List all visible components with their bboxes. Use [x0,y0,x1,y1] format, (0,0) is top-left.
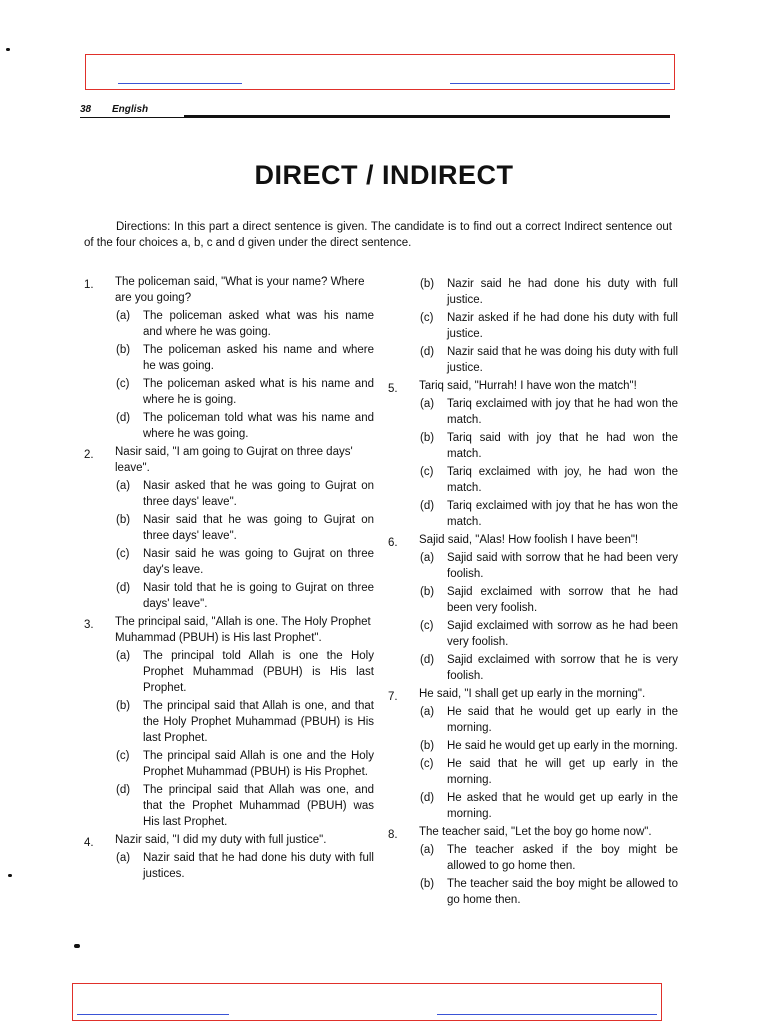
option-text: The teacher asked if the boy might be allowed to go home then. [447,844,678,872]
answer-option [115,850,374,882]
option-text: Sajid exclaimed with sorrow that he is very foolish. [447,654,678,682]
footer-frame [72,983,662,1021]
question-number: 7. [388,691,398,703]
scan-speck [74,944,80,948]
question-number: 8. [388,829,398,841]
option-text: Tariq exclaimed with joy that he has won the match. [447,500,678,528]
answer-option [419,310,678,342]
answer-option [419,396,678,428]
answer-option [115,782,374,830]
answer-option [419,704,678,736]
left-column [84,274,374,884]
option-letter: (c) [420,620,434,632]
option-letter: (c) [420,758,434,770]
option-text: Nazir asked if he had done his duty with full justice. [447,312,678,340]
option-letter: (d) [116,412,131,424]
answer-option [419,618,678,650]
answer-option [115,698,374,746]
answer-option [115,512,374,544]
running-head [80,104,670,120]
option-text: The principal told Allah is one the Holy Prophet Muhammad (PBUH) is His last Prophet. [143,650,374,694]
question-number: 6. [388,537,398,549]
option-letter: (d) [116,784,131,796]
option-letter: (a) [116,650,131,662]
option-text: The policeman told what was his name and where he was going. [143,412,374,440]
question-number: 3. [84,619,94,631]
option-letter: (a) [116,480,131,492]
option-letter: (c) [116,378,130,390]
question-item [388,378,678,530]
question-text: Nasir said, "I am going to Gujrat on three days' leave". [115,446,353,474]
option-text: Nazir said that he had done his duty with full justices. [143,852,374,880]
question-item [84,614,374,830]
option-text: The teacher said the boy might be allowed to go home then. [447,878,678,906]
header-frame [85,54,675,90]
header-link-line-left [118,83,242,84]
option-text: Nasir said that he was going to Gujrat on three days' leave". [143,514,374,542]
header-rule-thick [184,115,670,117]
answer-option [419,876,678,908]
answer-option [419,344,678,376]
option-letter: (d) [420,346,435,358]
question-text: Tariq said, "Hurrah! I have won the match"! [419,380,637,392]
option-text: Tariq said with joy that he had won the match. [447,432,678,460]
answer-option [419,584,678,616]
option-text: He asked that he would get up early in the morning. [447,792,678,820]
option-letter: (b) [420,432,435,444]
right-column [388,274,678,910]
answer-option [419,550,678,582]
option-text: Sajid said with sorrow that he had been very foolish. [447,552,678,580]
option-letter: (a) [116,310,131,322]
question-text: Nazir said, "I did my duty with full justice". [115,834,327,846]
scan-speck [8,874,12,877]
answer-option [419,464,678,496]
option-letter: (d) [420,654,435,666]
answer-option [115,478,374,510]
answer-option [419,790,678,822]
question-number: 4. [84,837,94,849]
option-text: The principal said that Allah is one, and that the Holy Prophet Muhammad (PBUH) is His last Prophet. [143,700,374,744]
question-number: 2. [84,449,94,461]
option-letter: (b) [116,514,131,526]
answer-option [419,756,678,788]
option-letter: (c) [420,312,434,324]
option-letter: (c) [420,466,434,478]
option-text: The policeman asked what is his name and where he is going. [143,378,374,406]
option-text: Tariq exclaimed with joy, he had won the match. [447,466,678,494]
question-item [388,824,678,908]
option-text: Nasir asked that he was going to Gujrat on three days' leave". [143,480,374,508]
option-text: Nasir told that he is going to Gujrat on three days' leave". [143,582,374,610]
option-text: He said that he will get up early in the morning. [447,758,678,786]
answer-option [115,580,374,612]
option-text: Nazir said he had done his duty with full justice. [447,278,678,306]
question-item [84,444,374,612]
option-text: The policeman asked his name and where he was going. [143,344,374,372]
page-title: DIRECT / INDIRECT [254,160,514,190]
option-letter: (b) [420,278,435,290]
option-text: The principal said that Allah was one, and that the Prophet Muhammad (PBUH) was His last Prophet. [143,784,374,828]
question-text: The principal said, "Allah is one. The Holy Prophet Muhammad (PBUH) is His last Prophet". [115,616,371,644]
question-item [388,686,678,822]
option-letter: (a) [420,844,435,856]
option-text: Sajid exclaimed with sorrow that he had been very foolish. [447,586,678,614]
question-text: Sajid said, "Alas! How foolish I have been"! [419,534,639,546]
question-number: 5. [388,383,398,395]
header-rule [80,117,670,118]
option-text: The policeman asked what was his name and where he was going. [143,310,374,338]
question-item [84,274,374,442]
question-item [388,532,678,684]
option-letter: (b) [116,344,131,356]
option-text: Nazir said that he was doing his duty with full justice. [447,346,678,374]
answer-option [419,430,678,462]
option-letter: (a) [420,398,435,410]
scan-speck [6,48,10,51]
option-text: He said he would get up early in the morning. [447,740,678,752]
option-letter: (b) [116,700,131,712]
footer-link-line-left [77,1014,229,1015]
answer-option [115,410,374,442]
option-letter: (b) [420,740,435,752]
answer-option [419,842,678,874]
question-number: 1. [84,279,94,291]
answer-option [419,276,678,308]
answer-option [115,748,374,780]
question-item [84,832,374,882]
answer-option [419,498,678,530]
question-text: The teacher said, "Let the boy go home now". [419,826,652,838]
option-text: The principal said Allah is one and the Holy Prophet Muhammad (PBUH) is His Prophet. [143,750,374,778]
answer-option [115,342,374,374]
header-link-line-right [450,83,670,84]
footer-link-line-right [437,1014,657,1015]
option-text: Tariq exclaimed with joy that he had won the match. [447,398,678,426]
question-text: The policeman said, "What is your name? Where are you going? [115,276,365,304]
answer-option [419,652,678,684]
directions-paragraph: Directions: In this part a direct sentence is given. The candidate is to find out a correct Indirect sentence out of the four choices a, b, c and d given under the direct sentence. [84,221,672,249]
option-letter: (d) [116,582,131,594]
answer-option [115,376,374,408]
answer-option [115,308,374,340]
subject-label: English [112,104,149,115]
option-letter: (d) [420,792,435,804]
answer-option [115,546,374,578]
option-letter: (a) [420,552,435,564]
option-text: Nasir said he was going to Gujrat on three day's leave. [143,548,374,576]
option-text: Sajid exclaimed with sorrow as he had been very foolish. [447,620,678,648]
option-letter: (b) [420,586,435,598]
answer-option [419,738,678,754]
option-letter: (b) [420,878,435,890]
question-text: He said, "I shall get up early in the morning". [419,688,646,700]
page-number: 38 [80,104,92,115]
option-text: He said that he would get up early in the morning. [447,706,678,734]
option-letter: (c) [116,548,130,560]
option-letter: (a) [116,852,131,864]
option-letter: (d) [420,500,435,512]
answer-option [115,648,374,696]
option-letter: (c) [116,750,130,762]
option-letter: (a) [420,706,435,718]
question-item [388,276,678,376]
